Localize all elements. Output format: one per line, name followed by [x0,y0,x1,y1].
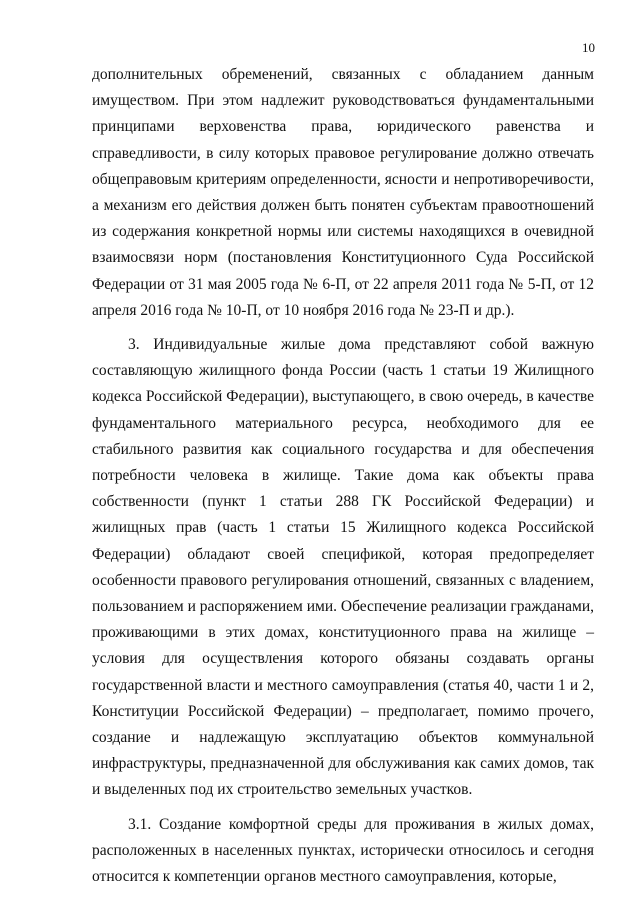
paragraph-continuation: дополнительных обременений, связанных с обладанием данным имуществом. При этом надлежит руководствоваться фундаментальными принципами верховенства права, юридического равенства и справедливости, в силу которых правовое регулирование должно отвечать общеправовым критериям определенности, ясности и непротиворечивости, а механизм его действия должен быть понятен субъектам правоотношений из содержания конкретной нормы или системы находящихся в очевидной взаимосвязи норм (постановления Конституционного Суда Российской Федерации от 31 мая 2005 года № 6-П, от 22 апреля 2011 года № 5-П, от 12 апреля 2016 года № 10-П, от 10 ноября 2016 года № 23-П и др.). [92,66,594,319]
page-number: 10 [582,40,595,55]
body-text [92,62,594,890]
paragraph-3: 3. Индивидуальные жилые дома представляют собой важную составляющую жилищного фонда России (часть 1 статьи 19 Жилищного кодекса Российской Федерации), выступающего, в свою очередь, в качестве фундаментального материального ресурса, необходимого для ее стабильного развития как социального государства и для обеспечения потребности человека в жилище. Такие дома как объекты права собственности (пункт 1 статьи 288 ГК Российской Федерации) и жилищных прав (часть 1 статьи 15 Жилищного кодекса Российской Федерации) обладают своей спецификой, которая предопределяет особенности правового регулирования отношений, связанных с владением, пользованием и распоряжением ими. Обеспечение реализации гражданами, проживающими в этих домах, конституционного права на жилище – условия для осуществления которого обязаны создавать органы государственной власти и местного самоуправления (статья 40, части 1 и 2, Конституции Российской Федерации) – предполагает, помимо прочего, создание и надлежащую эксплуатацию объектов коммунальной инфраструктуры, предназначенной для обслуживания как самих домов, так и выделенных под их строительство земельных участков. [92,336,594,799]
paragraph-3-1: 3.1. Создание комфортной среды для проживания в жилых домах, расположенных в населенных пунктах, исторически относилось и сегодня относится к компетенции органов местного самоуправления, которые, [92,815,594,886]
